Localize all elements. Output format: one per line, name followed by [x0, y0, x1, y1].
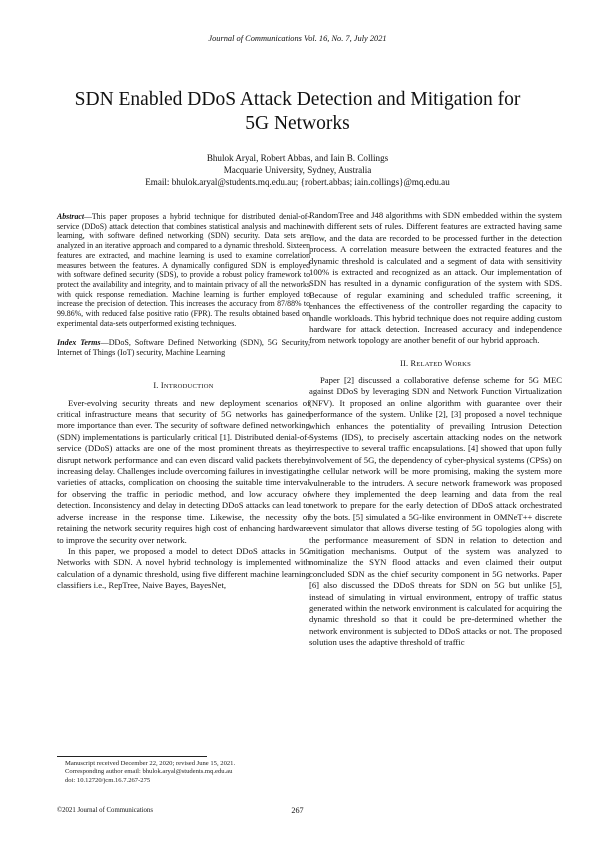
introduction-paragraph-1: Ever-evolving security threats and new deployment scenarios of critical infrastructure means that security of 5G networks has gained more importance than ever. The security of software defined networking (SDN) implementations is particularly critical [1]. Distributed denial-of-service (DDoS) attacks are one of the most prominent threats as they disrupt network performance and can even discard valid packets thereby increasing delay. Challenges include overcoming failures in investigating varieties of attacks, complication on choosing the suitable time interval for observing the traffic in periodic method, and low accuracy of detection. Inconsistency and delay in detecting DDoS attacks can lead to adverse increase in the response time. Likewise, the necessity of retaining the network security requires high cost of enhancing hardware to improve the security over network.: [57, 397, 310, 545]
abstract: [57, 212, 310, 329]
abstract-text: —This paper proposes a hybrid technique for distributed denial-of-service (DDoS) attack detection that combines statistical analysis and machine learning, with software defined networking (SDN) security. Data sets are analyzed in an iterative approach and compared to a dynamic threshold. Sixteen features are extracted, and machine learning is used to examine correlation measures between the features. A dynamically configured SDN is employed with software defined security (SDS), to provide a robust policy framework to protect the availability and integrity, and to maintain privacy of all the networks with quick response remediation. Machine learning is further employed to increase the precision of detection. This increases the accuracy from 87/88% to 99.86%, with reduced false positive ratio (FPR). The results obtained based on experimental data-sets outperformed existing techniques.: [57, 212, 310, 328]
left-column: [57, 212, 310, 592]
footer-copyright: ©2021 Journal of Communications: [57, 807, 153, 814]
right-column: [309, 210, 562, 649]
section-heading-introduction: [57, 381, 310, 390]
paper-title-line-2: 5G Networks: [245, 113, 350, 134]
index-terms-label: Index Terms: [57, 337, 101, 347]
index-terms: [57, 338, 310, 359]
author-affiliation: Macquarie University, Sydney, Australia: [223, 165, 372, 176]
section-number: I.: [153, 380, 159, 390]
author-names: Bhulok Aryal, Robert Abbas, and Iain B. Collings: [206, 153, 389, 163]
footnote-divider: [57, 756, 207, 757]
section-title-cap-2: W: [444, 358, 453, 368]
footnote: [65, 760, 235, 785]
section-title-rest-1: ELATED: [416, 360, 443, 368]
index-terms-text: —DDoS, Software Defined Networking (SDN), 5G Security, Internet of Things (IoT) security, Machine Learning: [57, 337, 311, 358]
introduction-paragraph-2: In this paper, we proposed a model to detect DDoS attacks in 5G Networks with SDN. A novel hybrid technology is implemented with calculation of a dynamic threshold, using five different machine learning classifiers i.e., RepTree, Naive Bayes, BayesNet,: [57, 545, 310, 591]
page-number: 267: [291, 806, 304, 815]
section-title-rest-2: ORKS: [452, 360, 471, 368]
section-title-cap-1: R: [410, 358, 417, 368]
footnote-corresponding-author: Corresponding author email: bhulok.aryal@students.mq.edu.au: [65, 768, 233, 776]
footnote-manuscript: Manuscript received December 22, 2020; revised June 15, 2021.: [65, 760, 236, 767]
paper-title-line-1: SDN Enabled DDoS Attack Detection and Mitigation for: [74, 89, 521, 110]
section-title-cap: I: [160, 380, 164, 390]
footnote-doi: doi: 10.12720/jcm.16.7.267-275: [65, 776, 151, 784]
journal-header: Journal of Communications Vol. 16, No. 7, July 2021: [208, 34, 387, 43]
section-heading-related-works: [309, 359, 562, 368]
related-works-paragraph-1: Paper [2] discussed a collaborative defense scheme for 5G MEC against DDoS by leveraging SDN and Network Function Virtualization (NFV). It proposed an online algorithm with guarantee over their performance of the system. Unlike [2], [3] proposed a novel technique which enhances the potentiality of prevailing Intrusion Detection Systems (IDS), to precisely ascertain attacking nodes on the network irrespective to several traffic encapsulations. [4] showed that upon fully involvement of 5G, the dependency of cyber-physical systems (CPSs) on the cellular network will be more promising, making the system more vulnerable to the intruders. A secure network framework was proposed where they implemented the deep learning and data from the real network to prepare for the early detection of DDoS attack orchestrated by the bots. [5] simulated a 5G-like environment in OMNeT++ discrete event simulator that allows diverse testing of 5G topologies along with the performance measurement of SDN in relation to detection and mitigation mechanisms. Output of the system was analyzed to nominalize the SYN flood attacks and even claimed their output concluded SDN as the chief security component in 5G networks. Paper [6] also discussed the DDoS threats for SDN on 5G but unlike [5], instead of simulating in virtual environment, entropy of traffic status generated within the network environment is calculated for acquiring the dynamic threshold so that it could be pre-determined whether the network environment is subjected to DDoS attacks or not. The proposed solution uses the adaptive threshold of traffic: [309, 374, 562, 648]
section-number: II.: [400, 358, 409, 368]
section-title-rest: NTRODUCTION: [163, 382, 214, 390]
author-email: Email: bhulok.aryal@students.mq.edu.au; {robert.abbas; iain.collings}@mq.edu.au: [145, 177, 450, 188]
author-block: [40, 152, 555, 189]
introduction-paragraph-continued: RandomTree and J48 algorithms with SDN embedded within the system with different sets of rules. Different features are extracted having same flow, and the data are recorded to be processed further in the detection process. A correlation measure between the extracted features and the dynamic threshold is calculated and a segment of data with sensitivity 100% is extracted and recognized as an attack. Our implementation of SDN has resulted in a dynamic configuration of the system with SDS. Because of regular examining and scheduled traffic screening, it enhances the effectiveness of the controller regarding the capacity to handle workloads. This hybrid technique does not require adding custom hardware for attack detection. Increased accuracy and independence from network topology are another benefit of our hybrid approach.: [309, 210, 562, 346]
abstract-label: Abstract: [57, 212, 85, 221]
paper-title: [40, 88, 555, 136]
